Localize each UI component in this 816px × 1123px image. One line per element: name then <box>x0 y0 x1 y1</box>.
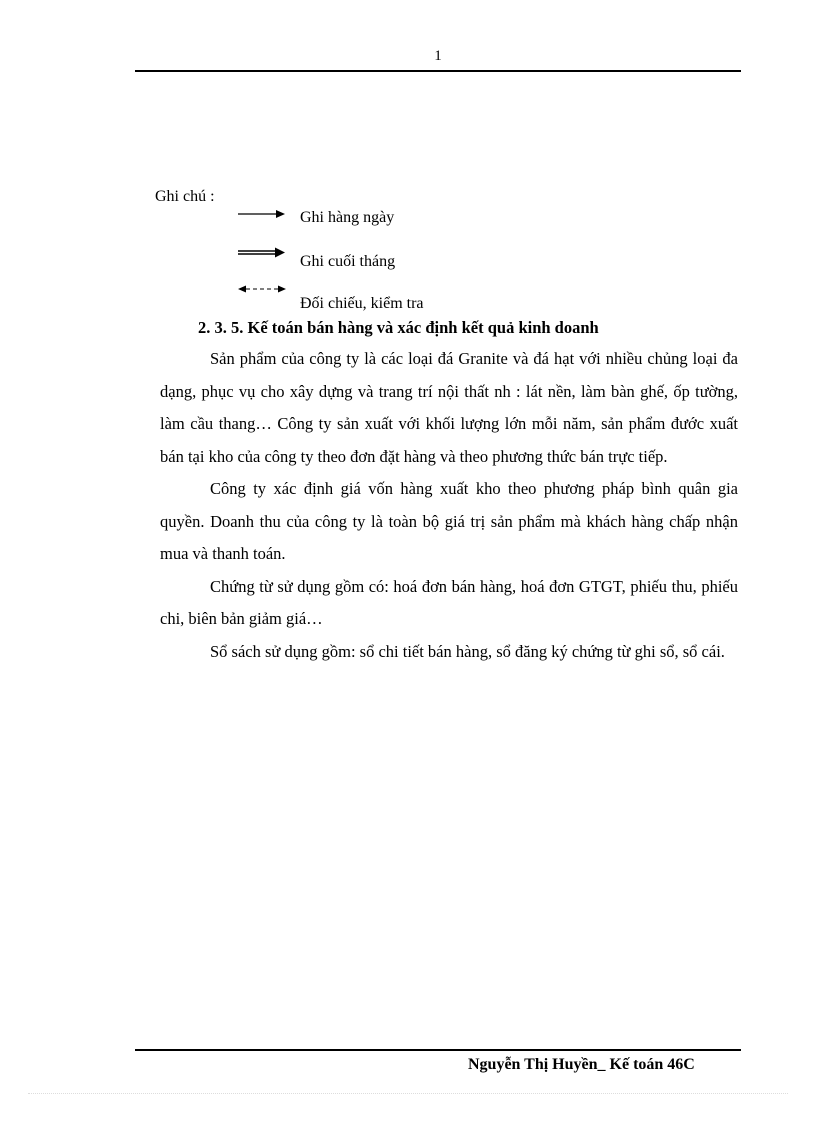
legend-label-monthly: Ghi cuối tháng <box>300 253 396 270</box>
paragraph-cost-method: Công ty xác định giá vốn hàng xuất kho theo phương pháp bình quân gia quyền. Doanh thu của công ty là toàn bộ giá trị sản phẩm mà khách hàng chấp nhận mua và thanh toán. <box>160 479 738 563</box>
page-number: 1 <box>434 48 442 64</box>
paragraph-documents: Chứng từ sử dụng gồm có: hoá đơn bán hàng, hoá đơn GTGT, phiếu thu, phiếu chi, biên bản giảm giá… <box>160 576 738 628</box>
legend-title: Ghi chú : <box>155 188 215 205</box>
legend-label-daily: Ghi hàng ngày <box>300 209 395 226</box>
double-arrow-icon <box>237 245 287 261</box>
footer-rule <box>135 1049 741 1051</box>
header-rule <box>135 70 741 72</box>
thin-arrow-icon <box>237 207 287 221</box>
section-content <box>160 318 738 668</box>
footer-author: Nguyễn Thị Huyền_ Kế toán 46C <box>468 1056 695 1073</box>
page-bottom-border <box>28 1093 788 1094</box>
dashed-bidirectional-arrow-icon <box>237 282 287 296</box>
paragraph-products: Sản phẩm của công ty là các loại đá Granite và đá hạt với nhiều chủng loại đa dạng, phục vụ cho xây dựng và trang trí nội thất nh : lát nền, làm bàn ghế, ốp tường, làm cầu thang… Công ty sản xuất với khối lượng lớn mỗi năm, sản phẩm đước xuất bán tại kho của công ty theo đơn đặt hàng và theo phương thức bán trực tiếp. <box>160 349 738 466</box>
legend-label-reconcile: Đối chiếu, kiểm tra <box>300 295 424 312</box>
section-heading: 2. 3. 5. Kế toán bán hàng và xác định kết quả kinh doanh <box>198 318 599 337</box>
paragraph-ledgers: Sổ sách sử dụng gồm: sổ chi tiết bán hàng, sổ đăng ký chứng từ ghi sổ, sổ cái. <box>210 641 725 661</box>
